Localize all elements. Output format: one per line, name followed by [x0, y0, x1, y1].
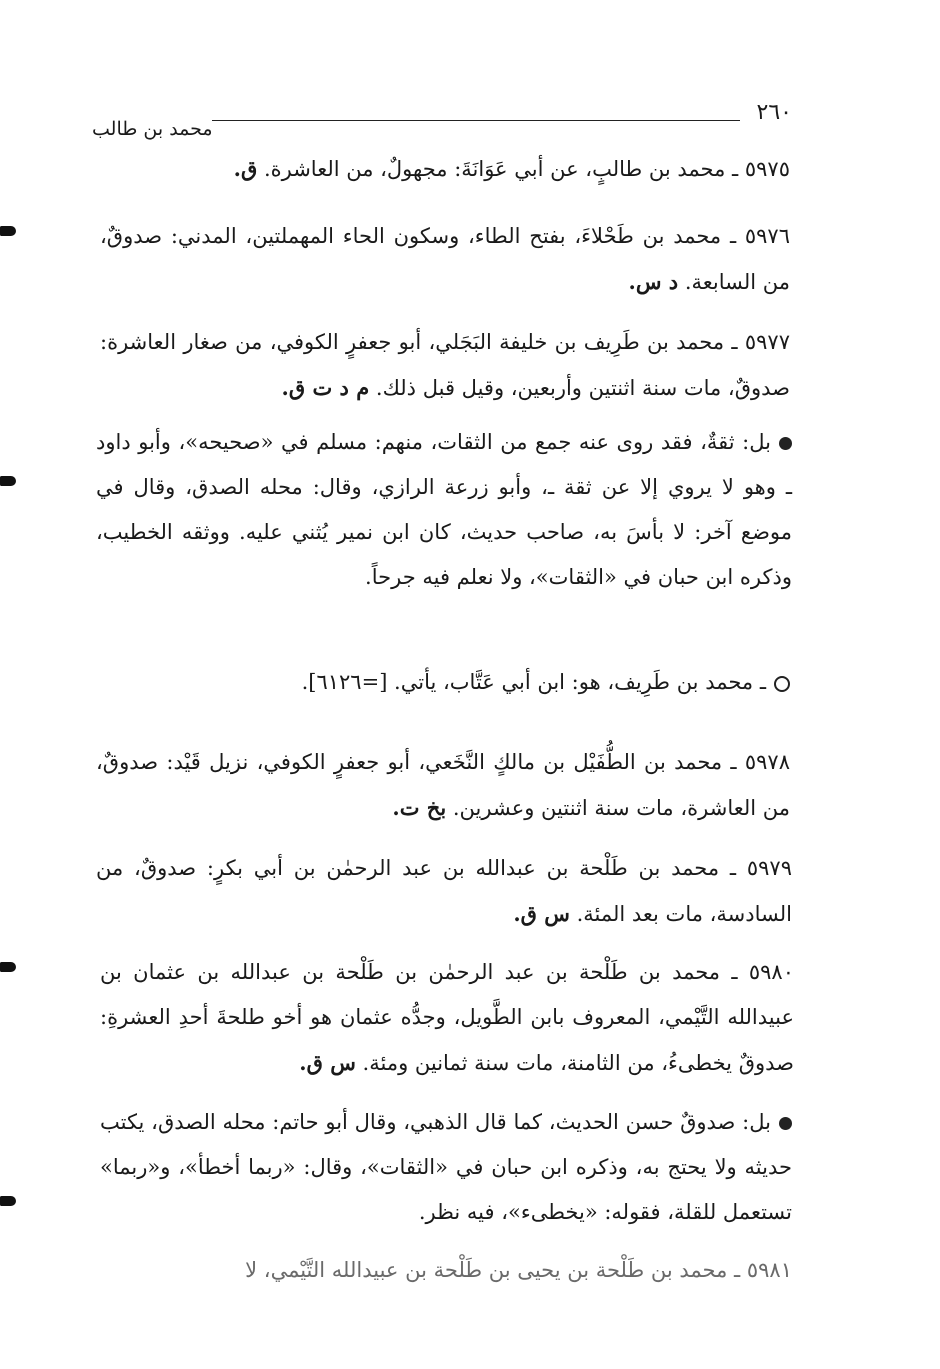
entry-5979: [96, 846, 792, 937]
note-5980: [100, 1100, 792, 1235]
margin-mark: [0, 962, 16, 972]
entry-siglum: س ق.: [299, 1050, 356, 1075]
entry-text: ٥٩٨١ ـ محمد بن طَلْحة بن يحيى بن طَلْحة بن عبيدالله التَّيْمي، لا: [245, 1258, 792, 1282]
entry-siglum: ق.: [233, 156, 258, 181]
filled-bullet-icon: [779, 437, 792, 450]
filled-bullet-icon: [779, 1117, 792, 1130]
entry-text: ٥٩٧٦ ـ محمد بن طَحْلاءَ، بفتح الطاء، وسكون الحاء المهملتين، المدني: صدوقٌ، من السابعة.: [100, 224, 790, 294]
page-header: [92, 100, 792, 140]
page-number: ٢٦٠: [756, 100, 792, 125]
note-text: بل: ثقةٌ، فقد روى عنه جمع من الثقات، منهم: مسلم في «صحيحه»، وأبو داود ـ وهو لا يروي إلا عن ثقة ـ، وأبو زرعة الرازي، وقال: محله الصدق، وقال في موضع آخر: لا بأسَ به، صاحب حديث، كان ابن نمير يُثني عليه. ووثقه الخطيب، وذكره ابن حبان في «الثقات»، ولا نعلم فيه جرحاً.: [96, 430, 792, 589]
entry-siglum: د س.: [628, 269, 679, 294]
entry-text: ٥٩٨٠ ـ محمد بن طَلْحة بن عبد الرحمٰن بن طَلْحة بن عبدالله بن عثمان بن عبيدالله التَّيْمي، المعروف بابن الطَّويل، وجدُّه عثمان هو أخو طلحةَ أحدِ العشرةِ: صدوقٌ يخطىءُ، من الثامنة، مات سنة ثمانين ومئة.: [100, 960, 794, 1075]
note-5977: [96, 420, 792, 600]
hollow-circle-icon: [774, 676, 790, 692]
cross-reference: [150, 660, 790, 705]
margin-mark: [0, 1196, 16, 1206]
entry-text: ٥٩٧٨ ـ محمد بن الطُّفَيْل بن مالكٍ النَّخَعي، أبو جعفرٍ الكوفي، نزيل قَيْد: صدوقٌ، من العاشرة، مات سنة اثنتين وعشرين.: [96, 750, 790, 820]
margin-mark: [0, 226, 16, 236]
running-title: محمد بن طالب: [92, 118, 213, 140]
header-rule: [212, 120, 740, 121]
entry-siglum: م د ت ق.: [281, 375, 370, 400]
margin-mark: [0, 476, 16, 486]
entry-5975: [110, 146, 790, 192]
cross-reference-text: ـ محمد بن طَرِيف، هو: ابن أبي عَتَّاب، يأتي. [=٦١٢٦].: [301, 670, 766, 694]
entry-text: ٥٩٧٩ ـ محمد بن طَلْحة بن عبدالله بن عبد الرحمٰن بن أبي بكرٍ: صدوقٌ، من السادسة، مات بعد المئة.: [96, 856, 792, 926]
entry-siglum: س ق.: [513, 901, 570, 926]
entry-5980: [100, 950, 794, 1086]
entry-text: ٥٩٧٥ ـ محمد بن طالبٍ، عن أبي عَوَانَةَ: مجهولٌ، من العاشرة.: [263, 157, 790, 181]
entry-text: ٥٩٧٧ ـ محمد بن طَرِيف بن خليفة البَجَلي، أبو جعفرٍ الكوفي، من صغار العاشرة: صدوقٌ، مات سنة اثنتين وأربعين، وقيل قبل ذلك.: [100, 330, 790, 400]
entry-siglum: بخ ت.: [392, 795, 447, 820]
entry-5976: [100, 214, 790, 305]
note-text: بل: صدوقٌ حسن الحديث، كما قال الذهبي، وقال أبو حاتم: محله الصدق، يكتب حديثه ولا يحتج به، وذكره ابن حبان في «الثقات»، وقال: «ربما أخطأ»، و«ربما» تستعمل للقلة، فقوله: «يخطىء»، فيه نظر.: [100, 1110, 792, 1224]
entry-5981: [100, 1248, 792, 1293]
entry-5977: [100, 320, 790, 411]
entry-5978: [96, 740, 790, 831]
